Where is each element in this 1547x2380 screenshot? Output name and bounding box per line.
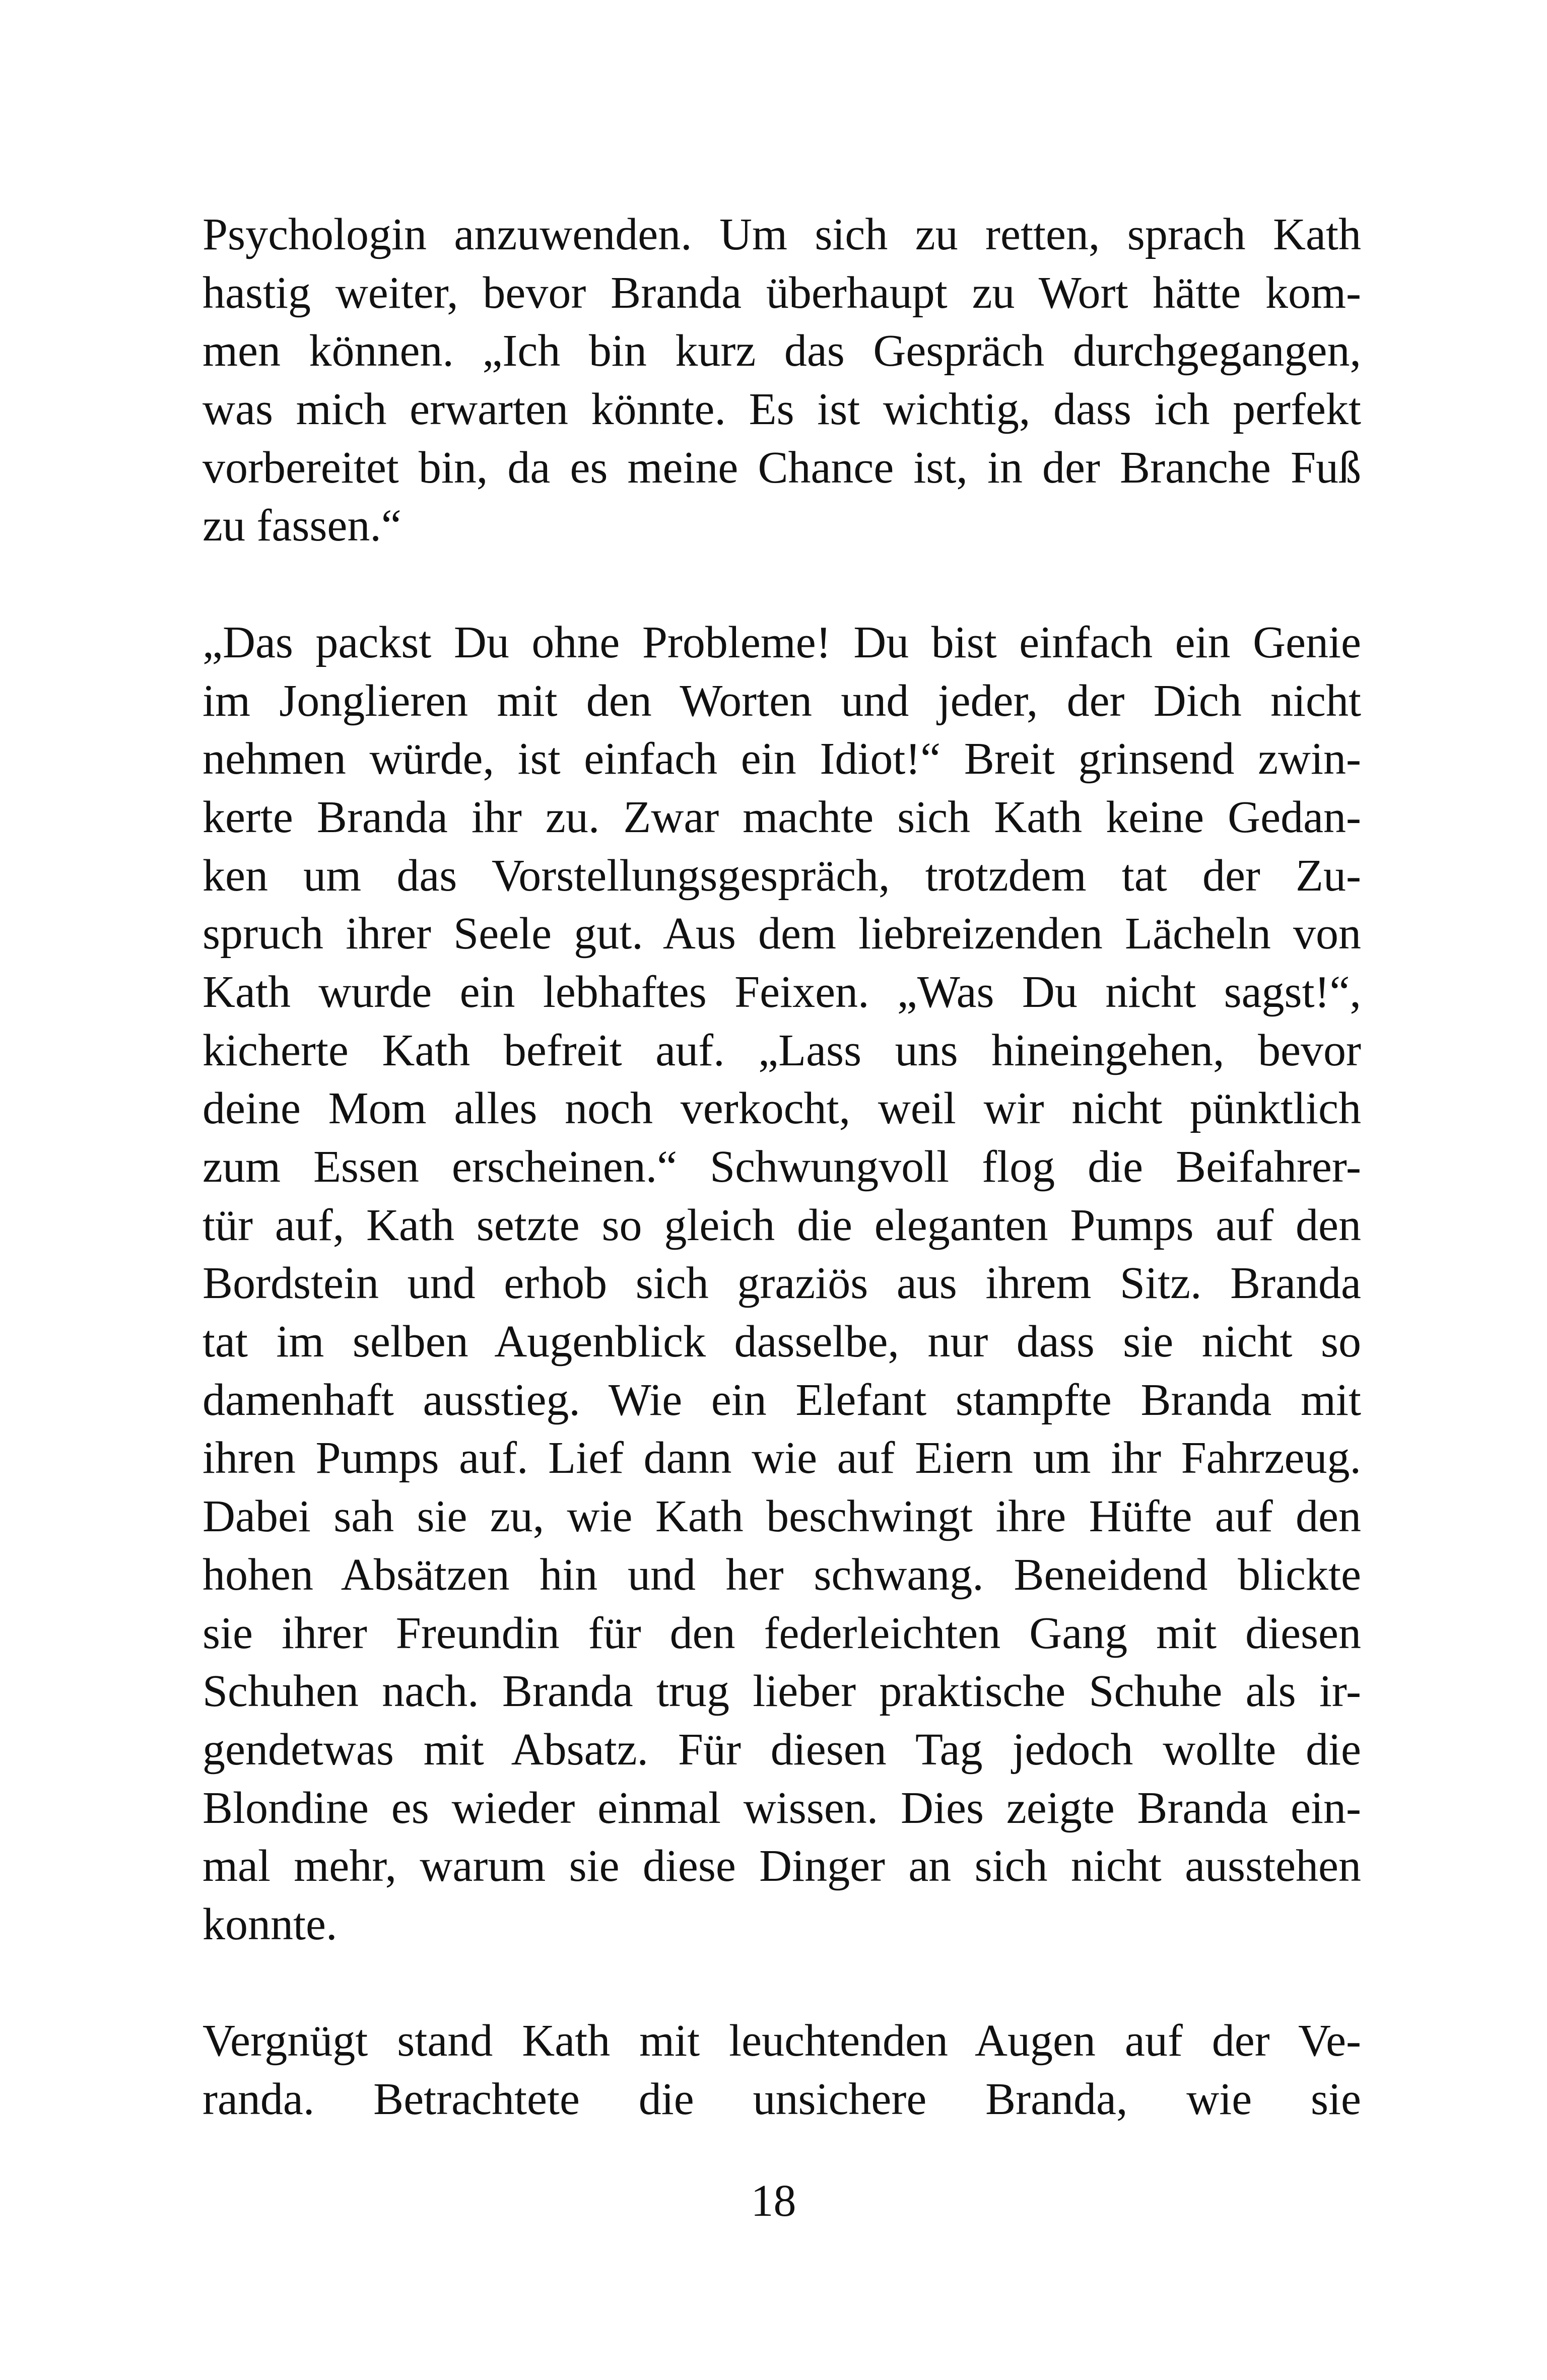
body-text: [203, 206, 1361, 2129]
text-line: Vergnügt stand Kath mit leuchtenden Augen auf der Ve-: [203, 2016, 1361, 2066]
text-line: tür auf, Kath setzte so gleich die eleganten Pumps auf den: [203, 1200, 1361, 1250]
text-line: ihren Pumps auf. Lief dann wie auf Eiern um ihr Fahrzeug.: [203, 1433, 1361, 1483]
text-line: deine Mom alles noch verkocht, weil wir nicht pünktlich: [203, 1083, 1361, 1134]
text-line: men können. „Ich bin kurz das Gespräch durchgegangen,: [203, 326, 1361, 376]
text-line: hohen Absätzen hin und her schwang. Beneidend blickte: [203, 1549, 1361, 1600]
paragraph: [203, 2012, 1361, 2128]
text-line: Psychologin anzuwenden. Um sich zu retten, sprach Kath: [203, 210, 1361, 259]
text-line: tat im selben Augenblick dasselbe, nur dass sie nicht so: [203, 1317, 1361, 1367]
text-line: gendetwas mit Absatz. Für diesen Tag jedoch wollte die: [203, 1724, 1361, 1775]
text-line: was mich erwarten könnte. Es ist wichtig, dass ich perfekt: [203, 384, 1361, 435]
text-line: Kath wurde ein lebhaftes Feixen. „Was Du nicht sagst!“,: [203, 967, 1361, 1017]
page-number: 18: [751, 2176, 796, 2226]
paragraph: [203, 614, 1361, 1954]
text-line: vorbereitet bin, da es meine Chance ist, in der Branche Fuß: [203, 442, 1361, 493]
text-line: Blondine es wieder einmal wissen. Dies zeigte Branda ein-: [203, 1783, 1361, 1833]
text-line: zu fassen.“: [203, 501, 401, 551]
paragraph-gap: [203, 1954, 1361, 2012]
text-line: Schuhen nach. Branda trug lieber praktische Schuhe als ir-: [203, 1666, 1361, 1717]
text-line: randa. Betrachtete die unsichere Branda, wie sie: [203, 2074, 1361, 2124]
text-line: Bordstein und erhob sich graziös aus ihrem Sitz. Branda: [203, 1258, 1361, 1309]
text-line: mal mehr, warum sie diese Dinger an sich nicht ausstehen: [203, 1841, 1361, 1891]
text-line: spruch ihrer Seele gut. Aus dem liebreizenden Lächeln von: [203, 909, 1361, 959]
text-line: im Jonglieren mit den Worten und jeder, der Dich nicht: [203, 675, 1361, 726]
text-line: kicherte Kath befreit auf. „Lass uns hineingehen, bevor: [203, 1025, 1361, 1075]
text-line: Dabei sah sie zu, wie Kath beschwingt ihre Hüfte auf den: [203, 1491, 1361, 1542]
text-line: ken um das Vorstellungsgespräch, trotzdem tat der Zu-: [203, 850, 1361, 901]
text-line: zum Essen erscheinen.“ Schwungvoll flog die Beifahrer-: [203, 1142, 1361, 1192]
text-line: kerte Branda ihr zu. Zwar machte sich Kath keine Gedan-: [203, 792, 1361, 842]
text-line: damenhaft ausstieg. Wie ein Elefant stampfte Branda mit: [203, 1375, 1361, 1425]
text-line: konnte.: [203, 1899, 338, 1949]
text-line: hastig weiter, bevor Branda überhaupt zu Wort hätte kom-: [203, 267, 1361, 318]
paragraph: [203, 206, 1361, 555]
paragraph-gap: [203, 555, 1361, 614]
text-line: nehmen würde, ist einfach ein Idiot!“ Breit grinsend zwin-: [203, 734, 1361, 784]
text-line: sie ihrer Freundin für den federleichten Gang mit diesen: [203, 1608, 1361, 1658]
text-line: „Das packst Du ohne Probleme! Du bist einfach ein Genie: [203, 617, 1361, 667]
